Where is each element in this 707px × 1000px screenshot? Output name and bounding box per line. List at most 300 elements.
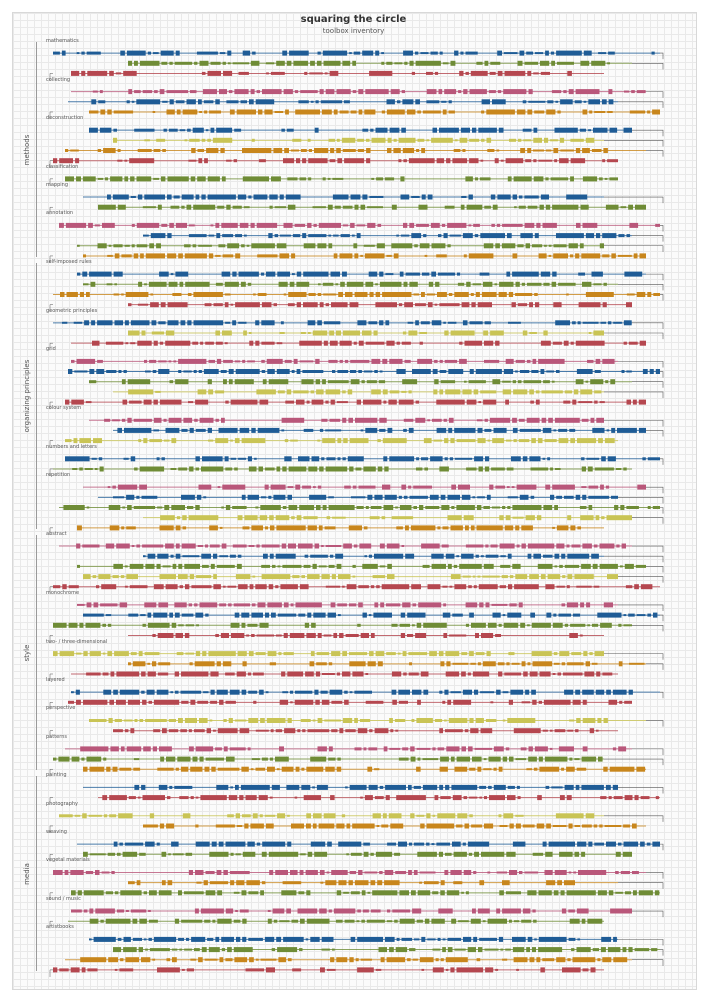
track-block xyxy=(518,380,522,383)
track-block xyxy=(217,690,228,695)
track-block xyxy=(208,379,212,384)
track-block xyxy=(553,302,561,307)
track-block xyxy=(477,958,481,961)
track-block xyxy=(326,586,340,588)
track-block xyxy=(79,438,91,443)
track-block xyxy=(187,99,196,104)
track-block xyxy=(458,283,464,286)
track-block xyxy=(252,758,260,760)
track-block xyxy=(444,419,447,422)
track-block xyxy=(387,564,392,569)
track-block xyxy=(104,814,107,817)
track-block xyxy=(402,602,410,607)
track-block xyxy=(310,757,326,762)
track-block xyxy=(221,370,227,373)
track-block xyxy=(193,757,198,762)
track-block xyxy=(284,456,291,461)
track-block xyxy=(431,272,436,277)
track-block xyxy=(530,401,534,404)
track-block xyxy=(310,61,315,66)
track-block xyxy=(359,341,364,346)
track-block xyxy=(519,206,526,209)
track-block xyxy=(560,150,574,152)
track-block xyxy=(474,852,479,857)
track-block xyxy=(301,768,304,771)
track-block xyxy=(189,234,207,237)
track-block xyxy=(386,795,390,800)
track-block xyxy=(560,138,564,143)
track-block xyxy=(195,400,208,405)
track-block xyxy=(509,603,516,606)
track-block xyxy=(259,159,266,162)
track-block xyxy=(92,458,97,460)
track-block xyxy=(94,602,99,607)
connector-line xyxy=(604,197,663,203)
track-block xyxy=(249,957,254,962)
track-block xyxy=(193,292,223,297)
track-block xyxy=(351,853,362,856)
track-block xyxy=(385,785,406,790)
track-block xyxy=(334,909,355,914)
track-block xyxy=(380,544,385,549)
track-block xyxy=(538,564,553,569)
track-block xyxy=(219,555,228,557)
track-block xyxy=(181,920,202,923)
track-block xyxy=(621,871,630,874)
track-block xyxy=(326,467,348,472)
track-block xyxy=(107,283,113,285)
track-block xyxy=(377,880,382,885)
track-block xyxy=(145,564,154,569)
track-block xyxy=(553,623,563,628)
track-block xyxy=(339,633,343,638)
track-block xyxy=(381,825,388,828)
track-block xyxy=(144,938,147,940)
track-block xyxy=(266,824,274,829)
track-block xyxy=(337,564,342,569)
track-block xyxy=(476,62,482,65)
track-block xyxy=(440,767,448,772)
track-block xyxy=(443,613,451,618)
track-block xyxy=(344,700,349,705)
track-block xyxy=(480,691,494,693)
track-block xyxy=(533,853,543,856)
track-block xyxy=(468,842,489,847)
track-block xyxy=(272,785,280,790)
track-block xyxy=(459,564,482,569)
track-block xyxy=(198,158,202,163)
track-block xyxy=(262,852,267,857)
connector-line xyxy=(632,130,663,136)
track-block xyxy=(106,614,111,616)
track-block xyxy=(236,853,241,855)
track-block xyxy=(306,938,309,940)
track-block xyxy=(498,672,502,677)
track-block xyxy=(108,957,118,962)
track-block xyxy=(209,253,213,258)
track-block xyxy=(275,234,279,237)
track-block xyxy=(183,110,198,115)
track-block xyxy=(194,62,197,65)
track-block xyxy=(151,233,166,238)
track-block xyxy=(445,651,459,656)
track-block xyxy=(201,909,224,914)
track-block xyxy=(376,128,388,133)
track-block xyxy=(401,485,406,490)
track-block xyxy=(286,195,301,200)
track-block xyxy=(192,342,198,345)
row-label: monochrome xyxy=(46,589,80,596)
track-block xyxy=(476,292,480,297)
track-block xyxy=(78,890,82,895)
connector-line xyxy=(604,816,663,822)
track-block xyxy=(371,359,380,364)
track-block xyxy=(174,602,186,607)
track-block xyxy=(140,61,160,66)
row-label: annotation xyxy=(46,210,74,217)
track-block xyxy=(157,554,168,559)
track-block xyxy=(479,584,498,589)
track-block xyxy=(609,890,613,895)
track-block xyxy=(357,910,361,913)
track-block xyxy=(315,700,320,705)
track-block xyxy=(130,728,134,733)
track-block xyxy=(590,379,603,384)
track-block xyxy=(84,910,88,913)
track-block xyxy=(503,89,526,94)
track-block xyxy=(416,815,424,817)
connector-line xyxy=(50,256,53,263)
track-block xyxy=(600,243,604,248)
track-block xyxy=(461,892,464,894)
track-block xyxy=(491,224,495,227)
track-block xyxy=(160,525,174,530)
track-block xyxy=(414,294,420,296)
track-block xyxy=(507,506,510,509)
track-block xyxy=(573,957,596,962)
track-block xyxy=(567,890,596,895)
track-block xyxy=(546,110,555,115)
track-block xyxy=(446,957,468,962)
track-block xyxy=(197,495,201,500)
track-block xyxy=(131,456,136,461)
connector-line xyxy=(660,950,663,956)
track-block xyxy=(148,613,152,618)
track-block xyxy=(437,158,445,163)
track-block xyxy=(209,525,218,530)
track-block xyxy=(295,797,298,799)
track-block xyxy=(419,882,422,884)
connector-line xyxy=(618,883,663,889)
track-block xyxy=(378,661,383,666)
track-block xyxy=(478,576,481,578)
track-block xyxy=(294,359,298,364)
track-block xyxy=(152,320,157,325)
track-block xyxy=(182,195,194,200)
track-block xyxy=(187,506,193,509)
track-block xyxy=(134,506,155,509)
track-block xyxy=(469,768,475,771)
track-block xyxy=(450,967,454,972)
track-block xyxy=(178,253,183,258)
track-block xyxy=(549,245,552,247)
track-block xyxy=(431,919,444,924)
track-block xyxy=(505,525,513,530)
track-block xyxy=(207,139,211,142)
track-block xyxy=(217,661,221,666)
track-block xyxy=(248,938,263,941)
track-block xyxy=(210,672,218,677)
track-block xyxy=(222,544,227,549)
track-block xyxy=(328,178,331,180)
track-block xyxy=(319,909,327,914)
track-block xyxy=(260,623,269,628)
track-block xyxy=(411,584,421,589)
track-block xyxy=(325,401,328,404)
track-block xyxy=(572,400,576,405)
connector-line xyxy=(50,921,53,928)
track-block xyxy=(586,602,590,607)
track-block xyxy=(322,438,335,443)
track-block xyxy=(139,853,146,856)
track-block xyxy=(521,920,531,923)
track-block xyxy=(417,623,422,628)
track-block xyxy=(328,380,349,383)
track-block xyxy=(143,746,151,751)
track-block xyxy=(387,110,405,115)
track-block xyxy=(613,747,616,750)
track-block xyxy=(208,176,220,181)
track-block xyxy=(412,690,421,695)
track-block xyxy=(86,871,93,874)
track-block xyxy=(427,294,435,296)
track-block xyxy=(541,72,550,75)
track-block xyxy=(527,148,531,153)
track-block xyxy=(329,746,333,751)
track-block xyxy=(598,757,603,762)
track-block xyxy=(262,574,291,579)
track-block xyxy=(595,370,601,373)
track-block xyxy=(493,613,501,618)
track-block xyxy=(159,890,172,895)
track-block xyxy=(608,89,612,94)
track-block xyxy=(538,438,543,443)
track-block xyxy=(157,507,162,509)
track-block xyxy=(189,870,193,875)
track-block xyxy=(211,62,221,65)
track-block xyxy=(492,99,506,104)
track-block xyxy=(466,72,469,75)
track-block xyxy=(240,728,250,733)
track-block xyxy=(262,370,266,373)
track-block xyxy=(149,938,152,941)
track-block xyxy=(416,767,421,772)
track-block xyxy=(621,206,627,208)
track-block xyxy=(423,234,426,237)
track-block xyxy=(232,272,236,277)
track-block xyxy=(143,90,152,93)
connector-line xyxy=(618,497,663,503)
track-block xyxy=(546,613,551,618)
track-block xyxy=(482,99,490,104)
track-block xyxy=(512,937,526,942)
track-block xyxy=(513,195,517,200)
track-block xyxy=(602,957,611,962)
track-block xyxy=(496,909,500,914)
track-block xyxy=(199,485,212,490)
track-block xyxy=(142,496,158,499)
track-block xyxy=(578,401,592,403)
track-block xyxy=(152,661,156,666)
track-block xyxy=(340,111,349,114)
track-block xyxy=(122,379,126,384)
track-block xyxy=(169,729,178,732)
track-block xyxy=(569,824,573,829)
track-block xyxy=(448,495,461,500)
track-block xyxy=(354,545,358,548)
track-block xyxy=(497,872,507,874)
track-block xyxy=(326,545,342,547)
track-block xyxy=(447,223,466,228)
track-block xyxy=(440,757,449,762)
track-block xyxy=(503,614,506,616)
track-block xyxy=(229,718,233,723)
track-block xyxy=(482,576,499,578)
track-block xyxy=(279,746,284,751)
connector-line xyxy=(50,769,53,776)
track-block xyxy=(524,196,538,199)
track-block xyxy=(128,303,132,306)
track-block xyxy=(118,205,126,210)
track-block xyxy=(449,718,468,723)
track-block xyxy=(557,880,562,885)
track-block xyxy=(148,52,151,55)
track-block xyxy=(506,891,521,894)
track-block xyxy=(480,273,490,276)
track-block xyxy=(628,205,633,210)
track-block xyxy=(338,614,341,616)
track-block xyxy=(218,728,238,733)
track-block xyxy=(349,652,367,655)
track-block xyxy=(355,292,368,297)
connector-line xyxy=(632,911,663,917)
track-block xyxy=(275,870,288,875)
track-block xyxy=(527,110,532,115)
track-block xyxy=(433,128,438,133)
track-block xyxy=(360,719,370,722)
track-block xyxy=(541,195,549,200)
track-block xyxy=(158,662,170,665)
track-block xyxy=(413,486,432,489)
track-block xyxy=(445,360,457,363)
track-block xyxy=(431,138,453,143)
track-block xyxy=(83,700,107,705)
track-block xyxy=(251,89,255,94)
track-block xyxy=(624,342,627,345)
track-block xyxy=(144,360,147,363)
track-block xyxy=(108,624,111,627)
track-block xyxy=(414,244,418,247)
track-block xyxy=(249,651,254,656)
track-block xyxy=(258,293,267,296)
track-block xyxy=(358,149,364,152)
track-block xyxy=(156,139,165,142)
track-block xyxy=(485,61,489,66)
track-block xyxy=(577,938,580,940)
track-block xyxy=(582,544,592,549)
track-block xyxy=(420,957,434,962)
track-block xyxy=(293,390,308,393)
track-block xyxy=(571,948,574,951)
track-block xyxy=(499,767,503,772)
track-block xyxy=(77,245,80,247)
track-block xyxy=(119,768,131,771)
track-block xyxy=(181,691,202,694)
track-block xyxy=(550,495,554,500)
track-block xyxy=(159,272,169,277)
track-block xyxy=(304,795,321,800)
track-block xyxy=(322,949,330,951)
track-block xyxy=(210,881,228,884)
track-block xyxy=(546,786,550,789)
track-block xyxy=(476,369,502,374)
track-block xyxy=(381,957,385,962)
track-block xyxy=(376,969,382,971)
track-block xyxy=(195,613,203,618)
track-block xyxy=(477,525,503,530)
track-block xyxy=(576,718,580,723)
track-block xyxy=(89,938,92,940)
track-block xyxy=(226,160,232,162)
track-block xyxy=(247,842,254,847)
track-block xyxy=(423,690,428,695)
track-block xyxy=(626,302,632,307)
track-block xyxy=(295,110,320,115)
track-block xyxy=(311,842,325,847)
track-block xyxy=(171,273,174,275)
track-block xyxy=(367,223,375,228)
track-block xyxy=(563,401,570,404)
track-block xyxy=(502,909,521,914)
track-block xyxy=(448,428,452,433)
track-block xyxy=(478,909,490,914)
track-block xyxy=(580,506,587,509)
track-block xyxy=(523,129,532,132)
track-block xyxy=(255,320,259,325)
track-block xyxy=(167,195,172,200)
track-block xyxy=(257,254,277,257)
track-block xyxy=(425,255,428,257)
track-block xyxy=(181,495,195,500)
track-block xyxy=(454,565,457,568)
track-block xyxy=(297,369,301,374)
track-block xyxy=(243,852,256,857)
track-block xyxy=(74,438,78,443)
track-block xyxy=(653,506,660,509)
track-block xyxy=(365,673,368,675)
track-block xyxy=(512,505,541,510)
track-block xyxy=(470,321,483,324)
track-block xyxy=(247,245,250,247)
track-block xyxy=(458,920,469,922)
track-block xyxy=(252,52,256,55)
track-block xyxy=(89,128,98,133)
track-block xyxy=(616,852,621,857)
track-block xyxy=(557,525,569,530)
track-block xyxy=(187,968,194,971)
track-block xyxy=(529,89,533,94)
track-block xyxy=(605,178,608,180)
